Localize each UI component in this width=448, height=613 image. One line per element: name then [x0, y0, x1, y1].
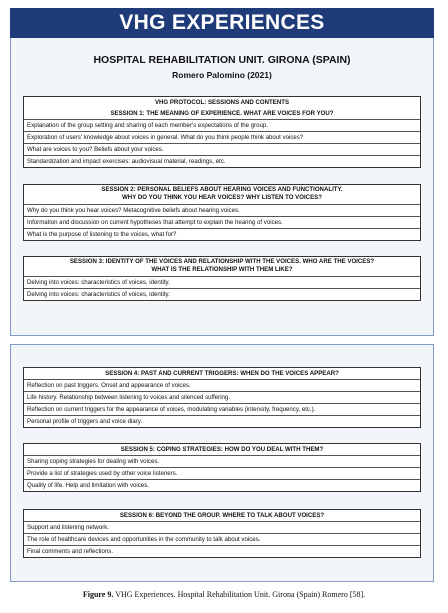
session3-item: Delving into voices: characteristics of voices, identity. — [24, 276, 420, 288]
session1-item: Explanation of the group setting and sharing of each member's expectations of the group. — [24, 119, 420, 131]
session4-item: Personal profile of triggers and voice diary. — [24, 415, 420, 427]
session6-item: Final comments and reflections. — [24, 545, 420, 557]
caption-label: Figure 9. — [82, 590, 114, 599]
session2-item: Why do you think you hear voices? Metacognitive beliefs about hearing voices. — [24, 204, 420, 216]
session4-title: SESSION 4: PAST AND CURRENT TRIGGERS: WHEN DO THE VOICES APPEAR? — [105, 370, 339, 377]
unit-author: Romero Palomino (2021) — [172, 70, 272, 80]
session6-table — [23, 509, 421, 558]
session5-item: Provide a list of strategies used by other voice listeners. — [24, 467, 420, 479]
panel-upper — [10, 38, 434, 336]
figure-caption — [0, 590, 448, 599]
session2-title-line2: WHY DO YOU THINK YOU HEAR VOICES? WHY LISTEN TO VOICES? — [122, 194, 322, 201]
session2-item: Information and discussion on current hypotheses that attempt to explain the hearing of voices. — [24, 216, 420, 228]
session4-item: Life history. Relationship between listening to voices and silenced suffering. — [24, 391, 420, 403]
session2-title — [24, 185, 420, 204]
session5-table — [23, 443, 421, 492]
session5-item: Quality of life. Help and limitation with voices. — [24, 479, 420, 491]
session1-item: Standardization and impact exercises: audiovisual material, readings, etc. — [24, 155, 420, 167]
session3-title-line1: SESSION 3: IDENTITY OF THE VOICES AND RELATIONSHIP WITH THE VOICES. WHO ARE THE VOICES? — [69, 258, 375, 265]
session6-item: Support and listening network. — [24, 521, 420, 533]
session3-title — [24, 257, 420, 276]
protocol-header: VHG PROTOCOL: SESSIONS AND CONTENTS — [154, 99, 290, 106]
session2-item: What is the purpose of listening to the voices, what for? — [24, 228, 420, 240]
session2-table — [23, 184, 421, 241]
session1-title: SESSION 1: THE MEANING OF EXPERIENCE. WHAT ARE VOICES FOR YOU? — [110, 110, 334, 117]
session5-title: SESSION 5: COPING STRATEGIES: HOW DO YOU DEAL WITH THEM? — [120, 446, 324, 453]
session6-title: SESSION 6: BEYOND THE GROUP. WHERE TO TALK ABOUT VOICES? — [119, 512, 325, 519]
session1-item: What are voices to you? Beliefs about your voices. — [24, 143, 420, 155]
session3-item: Delving into voices: characteristics of voices, identity. — [24, 288, 420, 300]
session4-item: Reflection on current triggers for the appearance of voices, modulating variables (intensity, frequency, etc.). — [24, 403, 420, 415]
unit-title: HOSPITAL REHABILITATION UNIT. GIRONA (SPAIN) — [93, 54, 351, 66]
caption-text: VHG Experiences. Hospital Rehabilitation Unit. Girona (Spain) Romero [58]. — [113, 590, 366, 599]
panel-lower — [10, 344, 434, 582]
session1-item: Exploration of users' knowledge about voices in general. What do you think people think about voices? — [24, 131, 420, 143]
session4-item: Reflection on past triggers. Onset and appearance of voices. — [24, 379, 420, 391]
page-title: VHG EXPERIENCES — [10, 8, 434, 38]
session4-table — [23, 367, 421, 428]
session3-table — [23, 256, 421, 301]
session2-title-line1: SESSION 2: PERSONAL BELIEFS ABOUT HEARING VOICES AND FUNCTIONALITY. — [101, 186, 343, 193]
session5-item: Sharing coping strategies for dealing with voices. — [24, 455, 420, 467]
session6-item: The role of healthcare devices and opportunities in the community to talk about voices. — [24, 533, 420, 545]
protocol-table — [23, 96, 421, 168]
session3-title-line2: WHAT IS THE RELATIONSHIP WITH THEM LIKE? — [151, 266, 293, 273]
